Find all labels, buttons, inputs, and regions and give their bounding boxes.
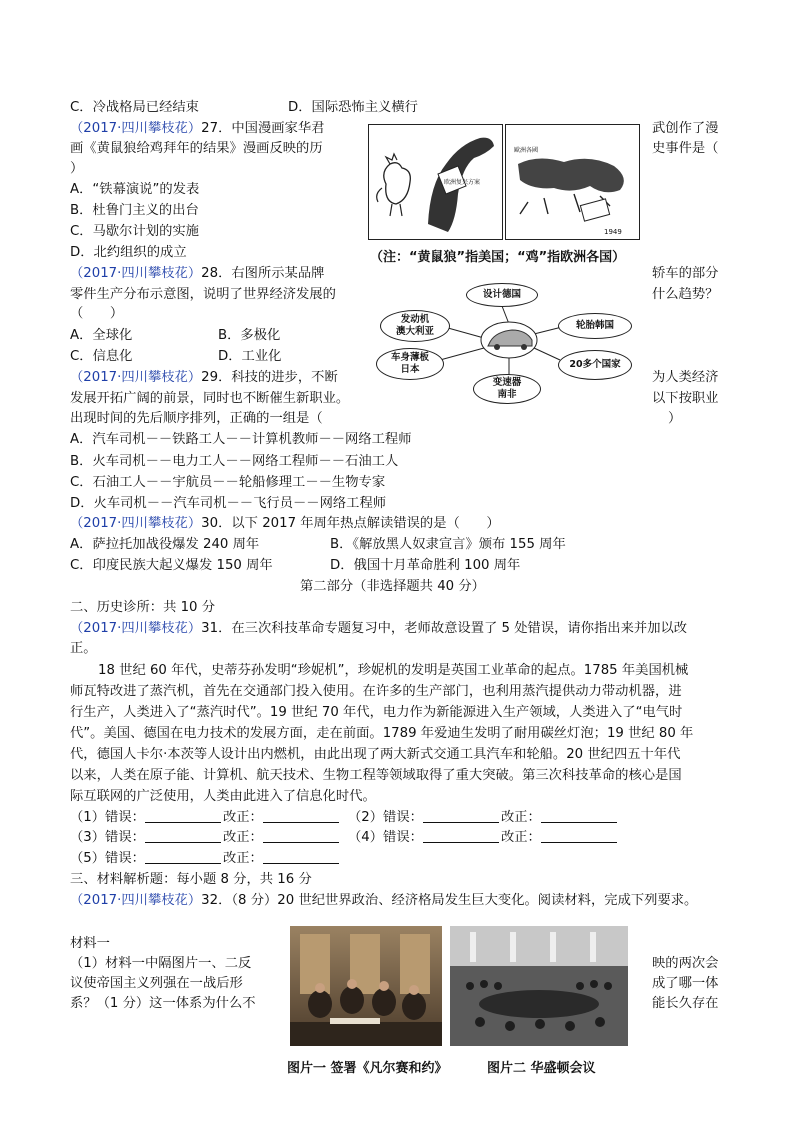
q31-passage-line1: 18 世纪 60 年代，史蒂芬孙发明“珍妮机”，珍妮机的发明是英国工业革命的起点。1785 年美国机械 bbox=[98, 663, 689, 678]
answer-blank[interactable] bbox=[423, 809, 499, 823]
q29-source: （2017·四川攀枝花） bbox=[70, 370, 202, 385]
q31-passage-line4: 代”。美国、德国在电力技术的发展方面，走在前面。1789 年爱迪生发明了耐用碳丝灯泡；19 世纪 80 年 bbox=[70, 726, 694, 741]
q28-option-b: B．多极化 bbox=[218, 328, 281, 343]
q31-answer-row2-left: （3）错误： 改正： bbox=[70, 828, 341, 847]
answer-blank[interactable] bbox=[541, 809, 617, 823]
q30-option-a: A．萨拉托加战役爆发 240 周年 bbox=[70, 537, 260, 552]
answer-blank[interactable] bbox=[145, 809, 221, 823]
q27-option-a: A．“铁幕演说”的发表 bbox=[70, 182, 200, 197]
diagram-node-transmission: 变速器 南非 bbox=[473, 374, 541, 404]
q27-cartoon-label-3: 1949 bbox=[604, 228, 622, 236]
q31-answer-row1-right: （2）错误： 改正： bbox=[348, 808, 619, 827]
q29-line3: 出现时间的先后顺序排列，正确的一组是（ bbox=[70, 411, 323, 426]
answer-blank[interactable] bbox=[263, 850, 339, 864]
q29-stem-cont: 为人类经济 bbox=[652, 370, 719, 385]
answer-blank[interactable] bbox=[145, 850, 221, 864]
q27-option-c: C．马歇尔计划的实施 bbox=[70, 224, 199, 239]
q28-source: （2017·四川攀枝花） bbox=[70, 266, 202, 281]
q28-stem: （2017·四川攀枝花）28．右图所示某品牌 bbox=[70, 266, 325, 281]
q31-stem: （2017·四川攀枝花）31．在三次科技革命专题复习中，老师故意设置了 5 处错误，请你指出来并加以改 bbox=[70, 621, 688, 636]
q29-option-d: D．火车司机－－汽车司机－－飞行员－－网络工程师 bbox=[70, 496, 387, 511]
q31-answer-row3: （5）错误： 改正： bbox=[70, 849, 341, 868]
q31-passage-line3: 行生产，人类进入了“蒸汽时代”。19 世纪 70 年代，电力作为新能源进入生产领域，人类进入了“电气时 bbox=[70, 705, 683, 720]
q27-cartoon-caption: （注：“黄鼠狼”指美国；“鸡”指欧洲各国） bbox=[370, 250, 626, 265]
answer-blank[interactable] bbox=[263, 829, 339, 843]
q29-option-a: A．汽车司机－－铁路工人－－计算机教师－－网络工程师 bbox=[70, 432, 412, 447]
q30-option-b: B．《解放黑人奴隶宣言》颁布 155 周年 bbox=[330, 537, 566, 552]
q32-material-label: 材料一 bbox=[70, 936, 110, 951]
q31-answer-row1-left: （1）错误： 改正： bbox=[70, 808, 341, 827]
diagram-node-body: 车身薄板 日本 bbox=[376, 348, 444, 380]
q26-option-d: D．国际恐怖主义横行 bbox=[288, 100, 418, 115]
q32-q1-line2-cont: 成了哪一体 bbox=[652, 976, 719, 991]
photo-caption-1: 图片一 签署《凡尔赛和约》 bbox=[287, 1061, 448, 1076]
answer-blank[interactable] bbox=[263, 809, 339, 823]
q32-source: （2017·四川攀枝花） bbox=[70, 893, 202, 908]
q31-passage-line5: 代，德国人卡尔·本茨等人设计出内燃机，由此出现了两大新式交通工具汽车和轮船。20 世纪四五十年代 bbox=[70, 747, 681, 762]
photo-caption-2: 图片二 华盛顿会议 bbox=[487, 1061, 596, 1076]
answer-blank[interactable] bbox=[145, 829, 221, 843]
diagram-node-engine: 发动机 澳大利亚 bbox=[380, 310, 450, 342]
photo-versailles bbox=[290, 926, 442, 1046]
answer-blank[interactable] bbox=[541, 829, 617, 843]
q32-q1-line3: 系？（1 分）这一体系为什么不 bbox=[70, 996, 256, 1011]
diagram-node-design: 设计德国 bbox=[466, 283, 538, 307]
q28-diagram bbox=[374, 280, 644, 404]
q27-option-b: B．杜鲁门主义的出台 bbox=[70, 203, 199, 218]
q29-option-c: C．石油工人－－宇航员－－轮船修理工－－生物专家 bbox=[70, 475, 386, 490]
q32-q1-line1: （1）材料一中隔图片一、二反 bbox=[70, 956, 252, 971]
q27-cartoon bbox=[368, 124, 640, 240]
q32-stem: （2017·四川攀枝花）32．（8 分）20 世纪世界政治、经济格局发生巨大变化。阅读材料，完成下列要求。 bbox=[70, 893, 698, 908]
q29-stem: （2017·四川攀枝花）29．科技的进步，不断 bbox=[70, 370, 338, 385]
q27-line2-cont: 史事件是（ bbox=[652, 141, 719, 156]
q27-line2: 画《黄鼠狼给鸡拜年的结果》漫画反映的历 bbox=[70, 141, 323, 156]
q28-option-a: A．全球化 bbox=[70, 328, 133, 343]
section3-heading: 三、材料解析题：每小题 8 分，共 16 分 bbox=[70, 872, 312, 887]
q26-option-c: C．冷战格局已经结束 bbox=[70, 100, 199, 115]
q31-passage-line2: 师瓦特改进了蒸汽机，首先在交通部门投入使用。在许多的生产部门，也利用蒸汽提供动力带动机器，进 bbox=[70, 684, 682, 699]
q27-cartoon-label-2: 歐洲各國 bbox=[514, 147, 539, 154]
q32-q1-line3-cont: 能长久存在 bbox=[652, 996, 719, 1011]
q29-line2: 发展开拓广阔的前景，同时也不断催生新职业。 bbox=[70, 391, 350, 406]
q31-passage-line6: 以来，人类在原子能、计算机、航天技术、生物工程等领域取得了重大突破。第三次科技革命的核心是国 bbox=[70, 768, 682, 783]
diagram-node-countries: 20多个国家 bbox=[558, 350, 632, 380]
q30-option-c: C．印度民族大起义爆发 150 周年 bbox=[70, 558, 273, 573]
q29-line2-cont: 以下按职业 bbox=[652, 391, 719, 406]
q29-option-b: B．火车司机－－电力工人－－网络工程师－－石油工人 bbox=[70, 454, 399, 469]
q27-stem: （2017·四川攀枝花）27．中国漫画家华君 bbox=[70, 121, 325, 136]
photo-washington-conference bbox=[450, 926, 628, 1046]
answer-blank[interactable] bbox=[423, 829, 499, 843]
q29-line3-end: ） bbox=[668, 411, 682, 426]
q31-source: （2017·四川攀枝花） bbox=[70, 621, 202, 636]
q28-line2-cont: 什么趋势？ bbox=[652, 287, 719, 302]
q28-option-d: D．工业化 bbox=[218, 349, 282, 364]
q27-cartoon-label-1: 欧洲复兴方案 bbox=[444, 179, 481, 186]
q27-line3: ） bbox=[70, 161, 84, 176]
q31-answer-row2-right: （4）错误： 改正： bbox=[348, 828, 619, 847]
q31-passage-line7: 际互联网的广泛使用，人类由此进入了信息化时代。 bbox=[70, 789, 376, 804]
diagram-node-tire: 轮胎韩国 bbox=[558, 313, 632, 339]
part2-heading: 第二部分（非选择题共 40 分） bbox=[300, 579, 485, 594]
q30-source: （2017·四川攀枝花） bbox=[70, 516, 202, 531]
q27-option-d: D．北约组织的成立 bbox=[70, 245, 187, 260]
q28-line3: （ ） bbox=[70, 306, 124, 321]
q31-stem-cont: 正。 bbox=[70, 641, 97, 656]
q27-source: （2017·四川攀枝花） bbox=[70, 121, 202, 136]
q27-stem-cont: 武创作了漫 bbox=[652, 121, 719, 136]
q32-q1-line1-cont: 映的两次会 bbox=[652, 956, 719, 971]
q28-stem-cont: 轿车的部分 bbox=[652, 266, 719, 281]
q28-option-c: C．信息化 bbox=[70, 349, 133, 364]
q32-q1-line2: 议使帝国主义列强在一战后形 bbox=[70, 976, 243, 991]
section2-heading: 二、历史诊所：共 10 分 bbox=[70, 600, 216, 615]
q30-option-d: D．俄国十月革命胜利 100 周年 bbox=[330, 558, 521, 573]
q30-stem: （2017·四川攀枝花）30．以下 2017 年周年热点解读错误的是（ ） bbox=[70, 516, 500, 531]
q28-line2: 零件生产分布示意图，说明了世界经济发展的 bbox=[70, 287, 336, 302]
